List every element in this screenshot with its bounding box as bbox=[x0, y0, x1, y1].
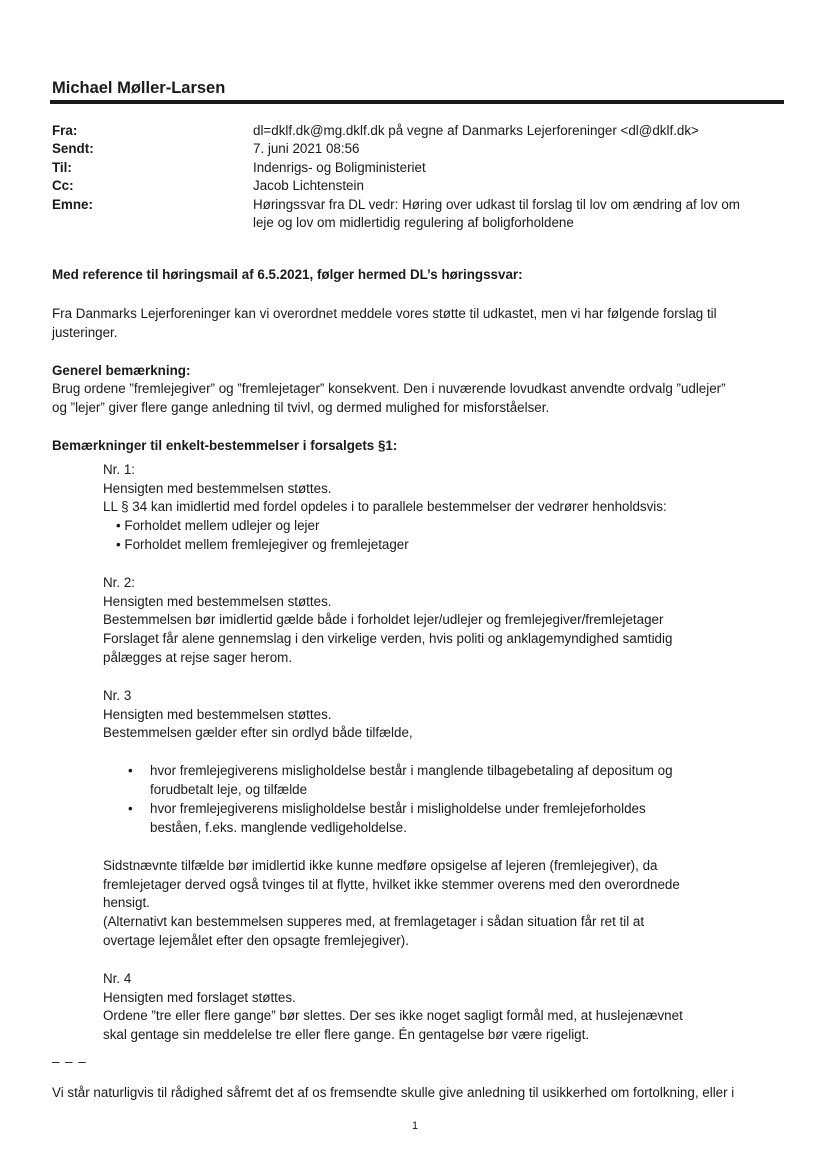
nr3-para-line3: hensigt. bbox=[103, 895, 150, 910]
intro-line1: Fra Danmarks Lejerforeninger kan vi overordnet meddele vores støtte til udkastet, men vi har følgende forslag til bbox=[52, 306, 717, 321]
nr3-para-line4: (Alternativt kan bestemmelsen supperes med, at fremlagetager i sådan situation får ret til at bbox=[103, 914, 645, 929]
subject-value-line2: leje og lov om midlertidig regulering af boligforholdene bbox=[253, 215, 574, 230]
sender-name: Michael Møller-Larsen bbox=[52, 79, 226, 97]
from-label: Fra: bbox=[52, 123, 78, 138]
nr4-line1: Hensigten med forslaget støttes. bbox=[103, 990, 296, 1005]
separator: – – – bbox=[52, 1054, 87, 1069]
nr3-bullet2-line2: beståen, f.eks. manglende vedligeholdelse. bbox=[150, 820, 407, 835]
nr1-line1: Hensigten med bestemmelsen støttes. bbox=[103, 481, 332, 496]
nr3-bullet1-line1: hvor fremlejegiverens misligholdelse består i manglende tilbagebetaling af depositum og bbox=[150, 763, 673, 778]
nr3-para-line2: fremlejetager derved også tvinges til at flytte, hvilket ikke stemmer overens med den overordnede bbox=[103, 877, 680, 892]
subject-value-line1: Høringssvar fra DL vedr: Høring over udkast til forslag til lov om ændring af lov om bbox=[253, 197, 740, 212]
nr4-line2: Ordene ”tre eller flere gange” bør slettes. Der ses ikke noget sagligt formål med, at huslejenævnet bbox=[103, 1008, 683, 1023]
nr3-title: Nr. 3 bbox=[103, 688, 132, 703]
page-number: 1 bbox=[412, 1120, 419, 1132]
to-value: Indenrigs- og Boligministeriet bbox=[253, 160, 426, 175]
cc-label: Cc: bbox=[52, 178, 74, 193]
sent-value: 7. juni 2021 08:56 bbox=[253, 141, 360, 156]
header-rule bbox=[50, 100, 784, 104]
general-line2: og ”lejer” giver flere gange anledning til tvivl, og dermed mulighed for misforståelser. bbox=[52, 400, 550, 415]
nr3-para-line1: Sidstnævnte tilfælde bør imidlertid ikke kunne medføre opsigelse af lejeren (fremlejegiver), da bbox=[103, 858, 658, 873]
cc-value: Jacob Lichtenstein bbox=[253, 178, 364, 193]
nr1-bullet1-text: Forholdet mellem udlejer og lejer bbox=[124, 518, 320, 533]
nr1-line2: LL § 34 kan imidlertid med fordel opdeles i to parallele bestemmelser der vedrører henholdsvis: bbox=[103, 499, 667, 514]
nr2-line1: Hensigten med bestemmelsen støttes. bbox=[103, 594, 332, 609]
nr4-line3: skal gentage sin meddelelse tre eller flere gange. Én gentagelse bør være rigeligt. bbox=[103, 1027, 590, 1042]
nr1-bullet2-text: Forholdet mellem fremlejegiver og fremlejetager bbox=[124, 537, 409, 552]
nr3-bullet2-line1: hvor fremlejegiverens misligholdelse består i misligholdelse under fremlejeforholdes bbox=[150, 801, 646, 816]
closing-line: Vi står naturligvis til rådighed såfremt det af os fremsendte skulle give anledning til usikkerhed om fortolkning, eller i bbox=[52, 1085, 735, 1100]
nr4-title: Nr. 4 bbox=[103, 971, 132, 986]
nr2-line2: Bestemmelsen bør imidlertid gælde både i forholdet lejer/udlejer og fremlejegiver/fremlejetager bbox=[103, 612, 664, 627]
nr3-bullet1-line2: forudbetalt leje, og tilfælde bbox=[150, 782, 308, 797]
nr3-bullet1-dot: • bbox=[128, 763, 133, 778]
general-heading: Generel bemærkning: bbox=[52, 363, 191, 378]
nr2-title: Nr. 2: bbox=[103, 575, 135, 590]
subject-label: Emne: bbox=[52, 197, 93, 212]
nr3-bullet2-dot: • bbox=[128, 801, 133, 816]
intro-line2: justeringer. bbox=[52, 325, 118, 340]
general-line1: Brug ordene ”fremlejegiver” og ”fremlejetager” konsekvent. Den i nuværende lovudkast anvendte ordvalg ”udlejer” bbox=[52, 381, 726, 396]
sent-label: Sendt: bbox=[52, 141, 94, 156]
from-value: dl=dklf.dk@mg.dklf.dk på vegne af Danmarks Lejerforeninger <dl@dklf.dk> bbox=[253, 123, 699, 138]
reference-heading: Med reference til høringsmail af 6.5.2021, følger hermed DL’s høringssvar: bbox=[52, 267, 523, 282]
specific-heading: Bemærkninger til enkelt-bestemmelser i forsalgets §1: bbox=[52, 438, 398, 453]
nr2-line3: Forslaget får alene gennemslag i den virkelige verden, hvis politi og anklagemyndighed samtidig bbox=[103, 631, 673, 646]
to-label: Til: bbox=[52, 160, 72, 175]
nr1-bullet2: • Forholdet mellem fremlejegiver og fremlejetager bbox=[116, 537, 409, 552]
nr1-bullet1: • Forholdet mellem udlejer og lejer bbox=[116, 518, 320, 533]
nr1-title: Nr. 1: bbox=[103, 462, 135, 477]
nr3-line2: Bestemmelsen gælder efter sin ordlyd både tilfælde, bbox=[103, 725, 413, 740]
nr3-para-line5: overtage lejemålet efter den opsagte fremlejegiver). bbox=[103, 933, 409, 948]
nr2-line4: pålægges at rejse sager herom. bbox=[103, 650, 293, 665]
nr3-line1: Hensigten med bestemmelsen støttes. bbox=[103, 707, 332, 722]
